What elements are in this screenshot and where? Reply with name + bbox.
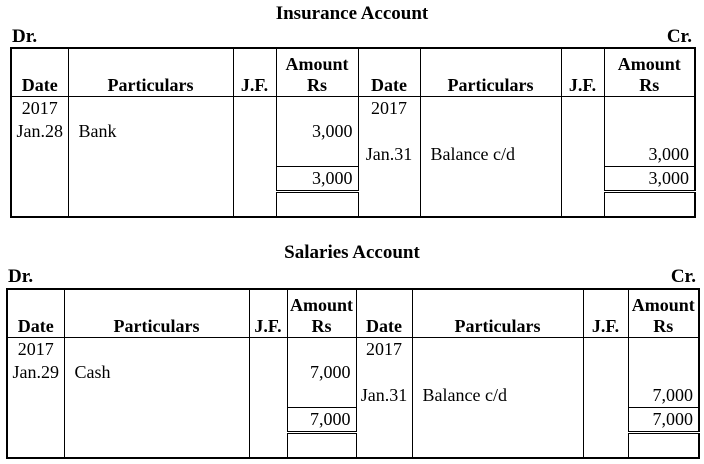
- cr-total: 7,000: [628, 407, 699, 432]
- dr-entry-amount: 7,000: [287, 361, 356, 384]
- table-row: [11, 120, 695, 143]
- salaries-cr-label: Cr.: [670, 266, 696, 287]
- cr-entry-date: Jan.31: [358, 143, 420, 167]
- dr-particulars-header: Particulars: [68, 48, 233, 96]
- cr-entry-amount: 7,000: [628, 384, 699, 408]
- dr-amount-header: [287, 289, 356, 337]
- amount-unit: Rs: [311, 315, 332, 336]
- total-row: [7, 407, 699, 432]
- cr-total: 3,000: [604, 166, 695, 191]
- cr-year: 2017: [356, 337, 412, 361]
- amount-label: Amount: [617, 53, 681, 74]
- cr-entry-amount: 3,000: [604, 143, 695, 167]
- table-row: [7, 337, 699, 361]
- cr-year: 2017: [358, 96, 420, 120]
- cr-date-header: Date: [358, 48, 420, 96]
- amount-label: Amount: [631, 294, 695, 315]
- salaries-account-title: Salaries Account: [284, 242, 420, 263]
- cr-date-header: Date: [356, 289, 412, 337]
- dr-amount-header: [276, 48, 358, 96]
- amount-label: Amount: [285, 53, 349, 74]
- amount-unit: Rs: [306, 74, 327, 95]
- cr-entry-particulars: Balance c/d: [420, 143, 561, 167]
- dr-total: 3,000: [276, 166, 358, 191]
- cr-jf-header: J.F.: [561, 48, 604, 96]
- dr-entry-particulars: Cash: [64, 361, 249, 384]
- insurance-ledger-table: [10, 47, 696, 218]
- cr-entry-date: Jan.31: [356, 384, 412, 408]
- dr-particulars-header: Particulars: [64, 289, 249, 337]
- dr-total: 7,000: [287, 407, 356, 432]
- cr-amount-header: [628, 289, 699, 337]
- dr-year: 2017: [7, 337, 64, 361]
- table-row: [7, 384, 699, 408]
- insurance-cr-label: Cr.: [666, 26, 692, 47]
- insurance-dr-label: Dr.: [12, 26, 38, 47]
- amount-unit: Rs: [639, 74, 660, 95]
- dr-jf-header: J.F.: [233, 48, 276, 96]
- dr-entry-amount: 3,000: [276, 120, 358, 143]
- cr-jf-header: J.F.: [583, 289, 628, 337]
- insurance-account-title: Insurance Account: [275, 3, 429, 24]
- table-row: [7, 361, 699, 384]
- table-row: [11, 96, 695, 120]
- total-row: [11, 166, 695, 191]
- cr-amount-header: [604, 48, 695, 96]
- salaries-header-row: [7, 289, 699, 337]
- dr-jf-header: J.F.: [249, 289, 287, 337]
- insurance-header-row: [11, 48, 695, 96]
- dr-entry-particulars: Bank: [68, 120, 233, 143]
- salaries-ledger-table: [6, 288, 700, 459]
- dr-entry-date: Jan.28: [11, 120, 68, 143]
- cr-particulars-header: Particulars: [412, 289, 583, 337]
- dr-year: 2017: [11, 96, 68, 120]
- dr-date-header: Date: [7, 289, 64, 337]
- dr-entry-date: Jan.29: [7, 361, 64, 384]
- table-row: [11, 143, 695, 167]
- cr-entry-particulars: Balance c/d: [412, 384, 583, 408]
- dr-date-header: Date: [11, 48, 68, 96]
- amount-unit: Rs: [653, 315, 674, 336]
- cr-particulars-header: Particulars: [420, 48, 561, 96]
- amount-label: Amount: [289, 294, 353, 315]
- salaries-dr-label: Dr.: [8, 266, 34, 287]
